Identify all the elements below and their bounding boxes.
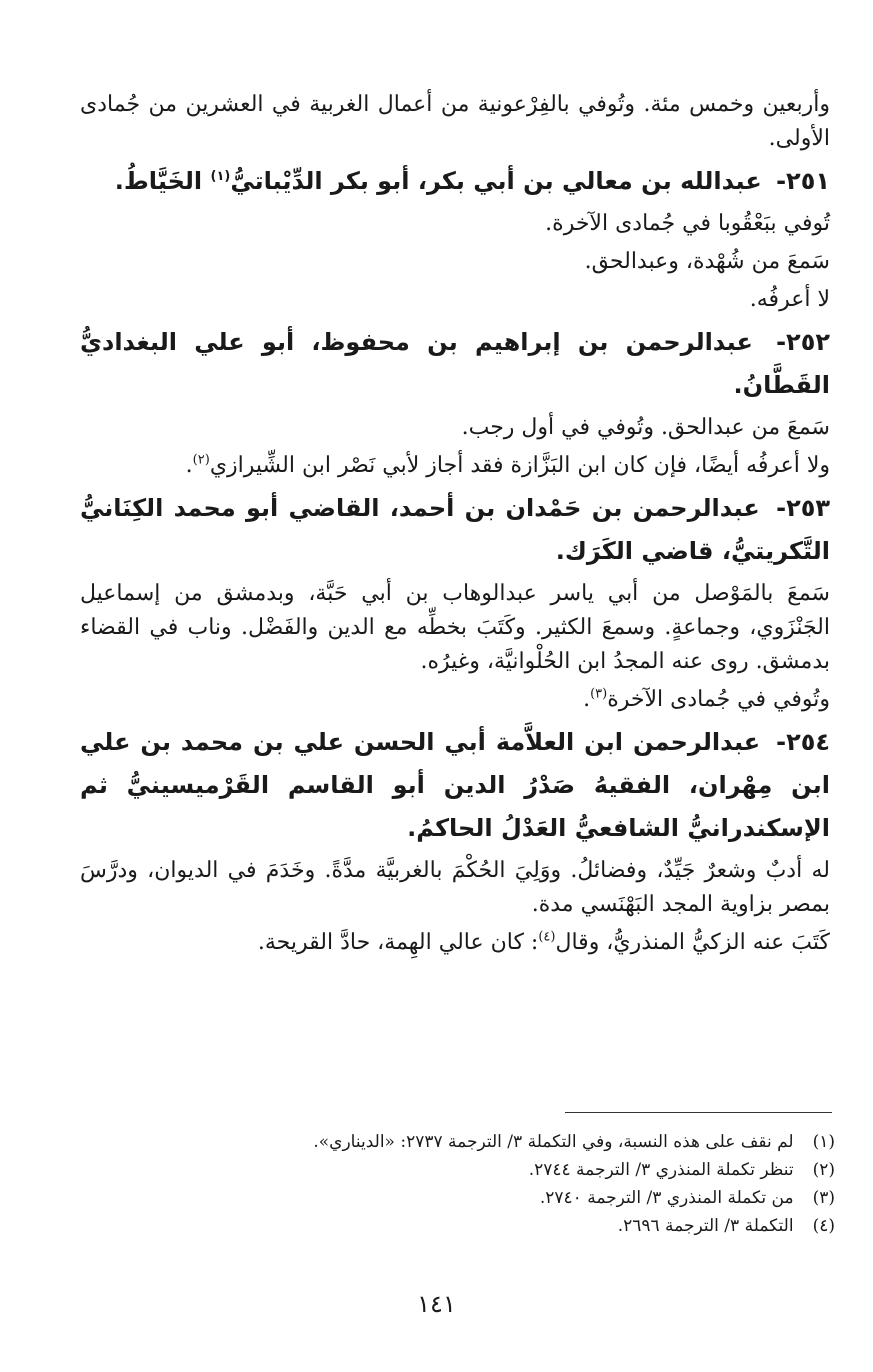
entry-paragraph-text: وتُوفي في جُمادى الآخرة [607, 687, 830, 712]
entry-paragraph: سَمعَ من شُهْدة، وعبدالحق. [584, 249, 830, 274]
entry-paragraph: وتُوفي في جُمادى الآخرة$^{(٣)}$. [583, 686, 830, 712]
entry-heading-text: عبدالرحمن ابن العلاَّمة أبي الحسن علي بن محمد بن علي ابن مِهْران، الفقيهُ صَدْرُ الدين أبو القاسم القَرْميسينيُّ ثم الإسكندرانيُّ الشافعيُّ العَدْلُ الحاكمُ. [80, 728, 830, 842]
entry-paragraph-text: كَتَبَ عنه الزكيُّ المنذريُّ، وقال [555, 930, 830, 955]
entry-paragraph: سَمعَ من عبدالحق. وتُوفي في أول رجب. [461, 415, 830, 440]
footnote-number: (٣) [812, 1188, 835, 1208]
entry-number: ٢٥١- [776, 167, 830, 195]
entry-heading-tail: الخَيَّاطُ. [114, 167, 203, 195]
entry-heading-text: عبدالرحمن بن إبراهيم بن محفوظ، أبو علي البغداديُّ القَطَّانُ. [80, 328, 830, 399]
footnote-marker: (٤) [538, 929, 556, 945]
entry-paragraph: ولا أعرفُه أيضًا، فإن كان ابن البَزَّازة فقد أجاز لأبي نَصْر ابن الشِّيرازي$^{(٢)}$. [185, 452, 830, 478]
page-number: ١٤١ [417, 1290, 456, 1318]
footnote-text: من تكملة المنذري ٣/ الترجمة ٢٧٤٠. [539, 1188, 794, 1208]
entry-paragraph [80, 926, 830, 960]
entry-254-heading [80, 721, 830, 850]
footnote-text: تنظر تكملة المنذري ٣/ الترجمة ٢٧٤٤. [528, 1160, 794, 1180]
entry-253-heading [80, 487, 830, 573]
footnote-text: التكملة ٣/ الترجمة ٢٦٩٦. [617, 1216, 794, 1236]
entry-number: ٢٥٤- [776, 728, 831, 756]
footnote-number: (١) [812, 1132, 835, 1152]
entry-heading-text: عبدالله بن معالي بن أبي بكر، أبو بكر الدِّيْباتيُّ [230, 167, 762, 195]
footnote [150, 1128, 835, 1156]
entry-number: ٢٥٢- [776, 328, 830, 356]
entry-paragraph: لا أعرفُه. [749, 287, 830, 312]
entry-paragraph-text: ولا أعرفُه أيضًا، فإن كان ابن البَزَّازة فقد أجاز لأبي نَصْر ابن الشِّيرازي [209, 453, 830, 478]
intro-paragraph [80, 88, 830, 156]
main-text [80, 88, 830, 964]
intro-line-2: جُمادى الأولى. [80, 92, 830, 151]
footnote [150, 1184, 835, 1212]
entry-paragraph-tail: : كان عالي الهِمة، حادَّ القريحة. [257, 930, 539, 955]
entry-251-heading [80, 160, 830, 203]
footnote-number: (٢) [812, 1160, 835, 1180]
footnote-text: لم نقف على هذه النسبة، وفي التكملة ٣/ الترجمة ٢٧٣٧: «الديناري». [313, 1132, 794, 1152]
footnote-number: (٤) [812, 1216, 835, 1236]
entry-paragraph: تُوفي ببَعْقُوبا في جُمادى الآخرة. [545, 211, 830, 236]
entry-paragraph: له أدبٌ وشعرٌ جَيِّدٌ، وفضائلُ. ووَلِيَ الحُكْمَ بالغربيَّة مدَّةً. وخَدَمَ في الديوان، ودرَّسَ بمصر بزاوية المجد البَهْنَسي مدة. [80, 858, 830, 917]
entry-252-heading [80, 321, 830, 407]
footnote-marker: (١) [210, 169, 231, 184]
footnote-marker: (٣) [590, 686, 608, 702]
footnote-divider [565, 1112, 832, 1113]
footnotes [150, 1128, 835, 1240]
entry-paragraph: سَمعَ بالمَوْصل من أبي ياسر عبدالوهاب بن أبي حَبَّة، وبدمشق من إسماعيل الجَنْزَوي، وجماعةٍ. وسمعَ الكثير. وكَتَبَ بخطِّه مع الدين والفَضْل. وناب في القضاء بدمشق. روى عنه المجدُ ابن الحُلْوانيَّة، وغيرُه. [80, 581, 830, 674]
entry-heading-text: عبدالرحمن بن حَمْدان بن أحمد، القاضي أبو محمد الكِنَانيُّ التَّكريتيُّ، قاضي الكَرَك. [80, 494, 830, 565]
footnote-marker: (٢) [192, 452, 210, 468]
intro-line-1: وأربعين وخمس مئة. وتُوفي بالفِرْعونية من أعمال الغربية في العشرين من [148, 92, 830, 117]
entry-number: ٢٥٣- [776, 494, 831, 522]
footnote [150, 1212, 835, 1240]
footnote [150, 1156, 835, 1184]
